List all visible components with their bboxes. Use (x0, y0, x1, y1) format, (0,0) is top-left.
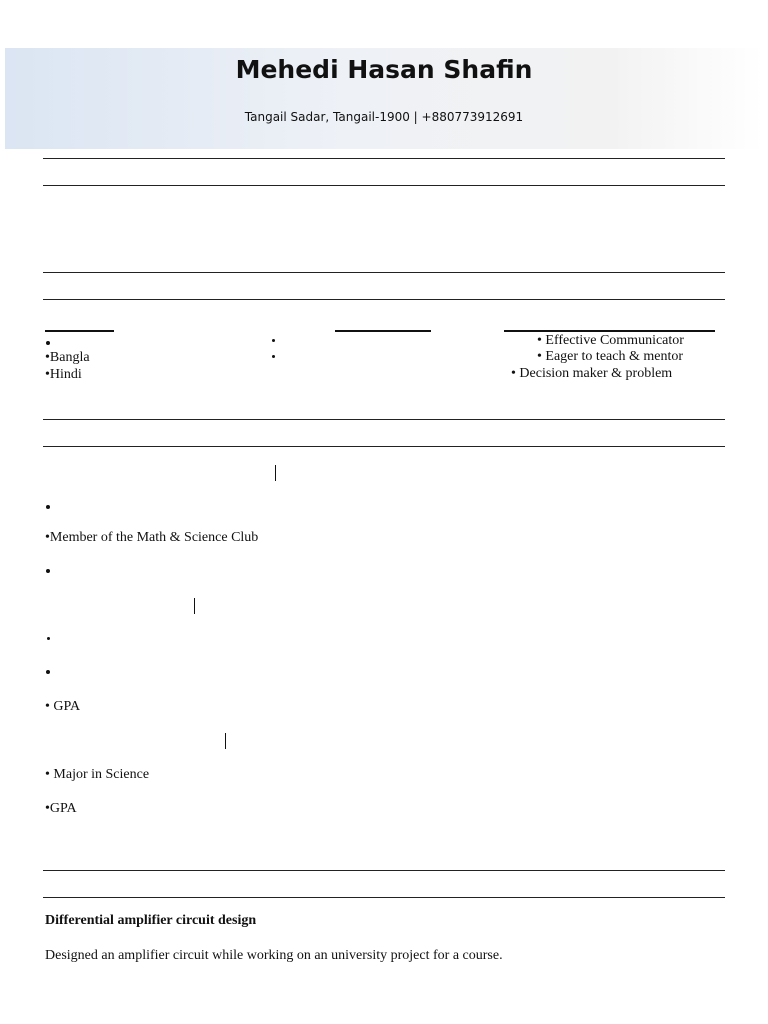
contact-line: Tangail Sadar, Tangail-1900 | +880773912691 (244, 110, 524, 124)
project-description: Designed an amplifier circuit while working on an university project for a course. (45, 948, 503, 963)
languages-heading-underline (45, 330, 114, 332)
section-rule (43, 897, 725, 898)
separator-bar (194, 598, 195, 614)
section-rule (43, 419, 725, 420)
skills-heading-underline (504, 330, 715, 332)
bullet-icon (272, 339, 275, 342)
section-rule (43, 185, 725, 186)
section-rule (43, 299, 725, 300)
column-heading-underline (335, 330, 431, 332)
section-rule (43, 870, 725, 871)
separator-bar (225, 733, 226, 749)
skill-item: • Decision maker & problem (511, 366, 673, 381)
bullet-icon (46, 569, 50, 573)
candidate-name: Mehedi Hasan Shafin (235, 55, 533, 84)
education-club: •Member of the Math & Science Club (45, 530, 259, 545)
education-gpa: •GPA (45, 801, 77, 816)
education-major: • Major in Science (45, 767, 150, 782)
bullet-icon (46, 505, 50, 509)
language-item: •Bangla (45, 350, 90, 365)
bullet-icon (47, 637, 50, 640)
section-rule (43, 446, 725, 447)
language-item: •Hindi (45, 367, 82, 382)
separator-bar (275, 465, 276, 481)
project-title: Differential amplifier circuit design (45, 913, 257, 928)
skill-item: • Effective Communicator (537, 333, 684, 348)
education-gpa: • GPA (45, 699, 81, 714)
bullet-icon (46, 670, 50, 674)
bullet-icon (46, 341, 50, 345)
section-rule (43, 158, 725, 159)
section-rule (43, 272, 725, 273)
bullet-icon (272, 355, 275, 358)
skill-item: • Eager to teach & mentor (537, 349, 684, 364)
